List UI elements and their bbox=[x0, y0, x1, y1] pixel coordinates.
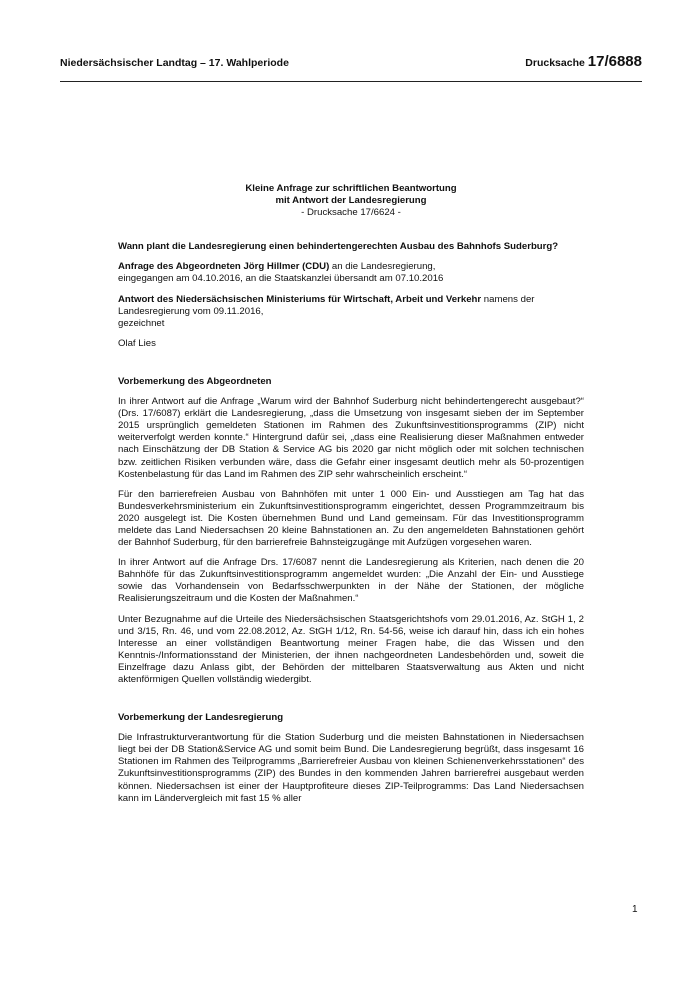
page-number: 1 bbox=[632, 904, 638, 915]
document-body bbox=[118, 183, 584, 805]
section-heading-landesregierung: Vorbemerkung der Landesregierung bbox=[118, 712, 284, 724]
paragraph: Unter Bezugnahme auf die Urteile des Niedersächsischen Staatsgerichtshofs vom 29.01.2016, Az. StGH 1, 2 und 3/15, Rn. 46, und vom 22.08.2012, Az. StGH 1/12, Rn. 54-56, weise ich darauf hin, dass ich ein hohes Interesse an einer vollständigen Beantwortung meiner Fragen habe, die das Wissen und den Kenntnis-/Informationsstand der Ministerien, der ihnen nachgeordneten Landesbehörden und, soweit die Einzelfrage dazu Anlass gibt, der Behörden der mittelbaren Staatsverwaltung aus Akten und nicht aktenförmigen Quellen vollständig wiedergibt. bbox=[118, 613, 584, 685]
antwort-rest: namens der Landesregierung vom 09.11.2016, bbox=[118, 293, 535, 317]
document-title bbox=[118, 183, 584, 207]
anfrage-rest: an die Landesregierung, bbox=[329, 261, 436, 273]
anfrage-dates: eingegangen am 04.10.2016, an die Staatskanzlei übersandt am 07.10.2016 bbox=[118, 273, 444, 285]
title-line-2: mit Antwort der Landesregierung bbox=[275, 195, 427, 207]
paragraph: In ihrer Antwort auf die Anfrage Drs. 17/6087 nennt die Landesregierung als Kriterien, nach denen die 20 Bahnhöfe für das Zukunftsinvestitionsprogramm angemeldet wurden: „Die Anzahl der Ein- und Ausstiege sowie das Vorhandensein von Bedarfsschwerpunkten in der Nähe der Stationen, der mögliche Realisierungszeitraum und die Kosten der Maßnahmen.“ bbox=[118, 557, 584, 605]
page-header bbox=[60, 55, 642, 75]
antwort-line bbox=[118, 294, 584, 318]
anfrage-line bbox=[118, 261, 584, 273]
header-drucksache bbox=[525, 53, 642, 70]
question-heading: Wann plant die Landesregierung einen behindertengerechten Ausbau des Bahnhofs Suderburg? bbox=[118, 241, 559, 253]
paragraph: Für den barrierefreien Ausbau von Bahnhöfen mit unter 1 000 Ein- und Ausstiegen am Tag hat das Bundesverkehrsministerium ein Zukunftsinvestitionsprogramm eingerichtet, dessen Programmzeitraum bis 2020 ausgelegt ist. Die Kosten übernehmen Bund und Land gemeinsam. Für das Investitionsprogramm meldete das Land Niedersachsen 20 kleine Bahnstationen an. Zu den angemeldeten Bahnstationen gehört der Bahnhof Suderburg, für den barrierefreie Bahnsteigzugänge mit Aufzügen vorgesehen waren. bbox=[118, 488, 584, 549]
anfrage-author: Anfrage des Abgeordneten Jörg Hillmer (CDU) bbox=[118, 261, 330, 273]
antwort-gezeichnet: gezeichnet bbox=[118, 317, 165, 329]
section-heading-abgeordneten: Vorbemerkung des Abgeordneten bbox=[118, 375, 272, 387]
drucksache-label: Drucksache bbox=[525, 57, 585, 69]
header-rule bbox=[60, 81, 642, 82]
title-line-1: Kleine Anfrage zur schriftlichen Beantwortung bbox=[245, 183, 457, 194]
paragraph: In ihrer Antwort auf die Anfrage „Warum wird der Bahnhof Suderburg nicht behindertengerecht ausgebaut?“ (Drs. 17/6087) erklärt die Landesregierung, „dass die Umsetzung von insgesamt sieben der im September 2015 ursprünglich gemeldeten Stationen im Rahmen des Zukunftsinvestitionsprogramms (ZIP) nicht weiterverfolgt werden konnte.“ Hintergrund dafür sei, „dass eine Realisierung dieser Maßnahmen entweder nach Einschätzung der DB Station & Service AG bis 2020 gar nicht möglich oder mit solchen technischen bzw. zeitlichen Risiken verbunden wäre, dass die Gefahr einer insgesamt deutlich mehr als 50-prozentigen Kostenbelastung für das Land im Rahmen des ZIP sehr wahrscheinlich erscheint.“ bbox=[118, 396, 584, 480]
header-parliament: Niedersächsischer Landtag – 17. Wahlperiode bbox=[60, 57, 289, 69]
antwort-ministry: Antwort des Niedersächsischen Ministeriums für Wirtschaft, Arbeit und Verkehr bbox=[118, 293, 482, 305]
signer-name: Olaf Lies bbox=[118, 337, 156, 349]
drucksache-number: 17/6888 bbox=[587, 53, 642, 70]
paragraph: Die Infrastrukturverantwortung für die Station Suderburg und die meisten Bahnstationen in Niedersachsen liegt bei der DB Station&Service AG und somit beim Bund. Die Landesregierung begrüßt, dass insgesamt 16 Stationen im Rahmen des Teilprogramms „Barrierefreier Ausbau von kleinen Schienenverkehrsstationen“ des Zukunftsinvestitionsprogramms (ZIP) des Bundes in den kommenden Jahren barrierefrei ausgebaut werden können. Niedersachsen ist einer der Hauptprofiteure dieses ZIP-Teilprogramms: Das Land Niedersachsen kann im Ländervergleich mit fast 15 % aller bbox=[118, 732, 584, 804]
title-line-3: - Drucksache 17/6624 - bbox=[301, 207, 401, 219]
